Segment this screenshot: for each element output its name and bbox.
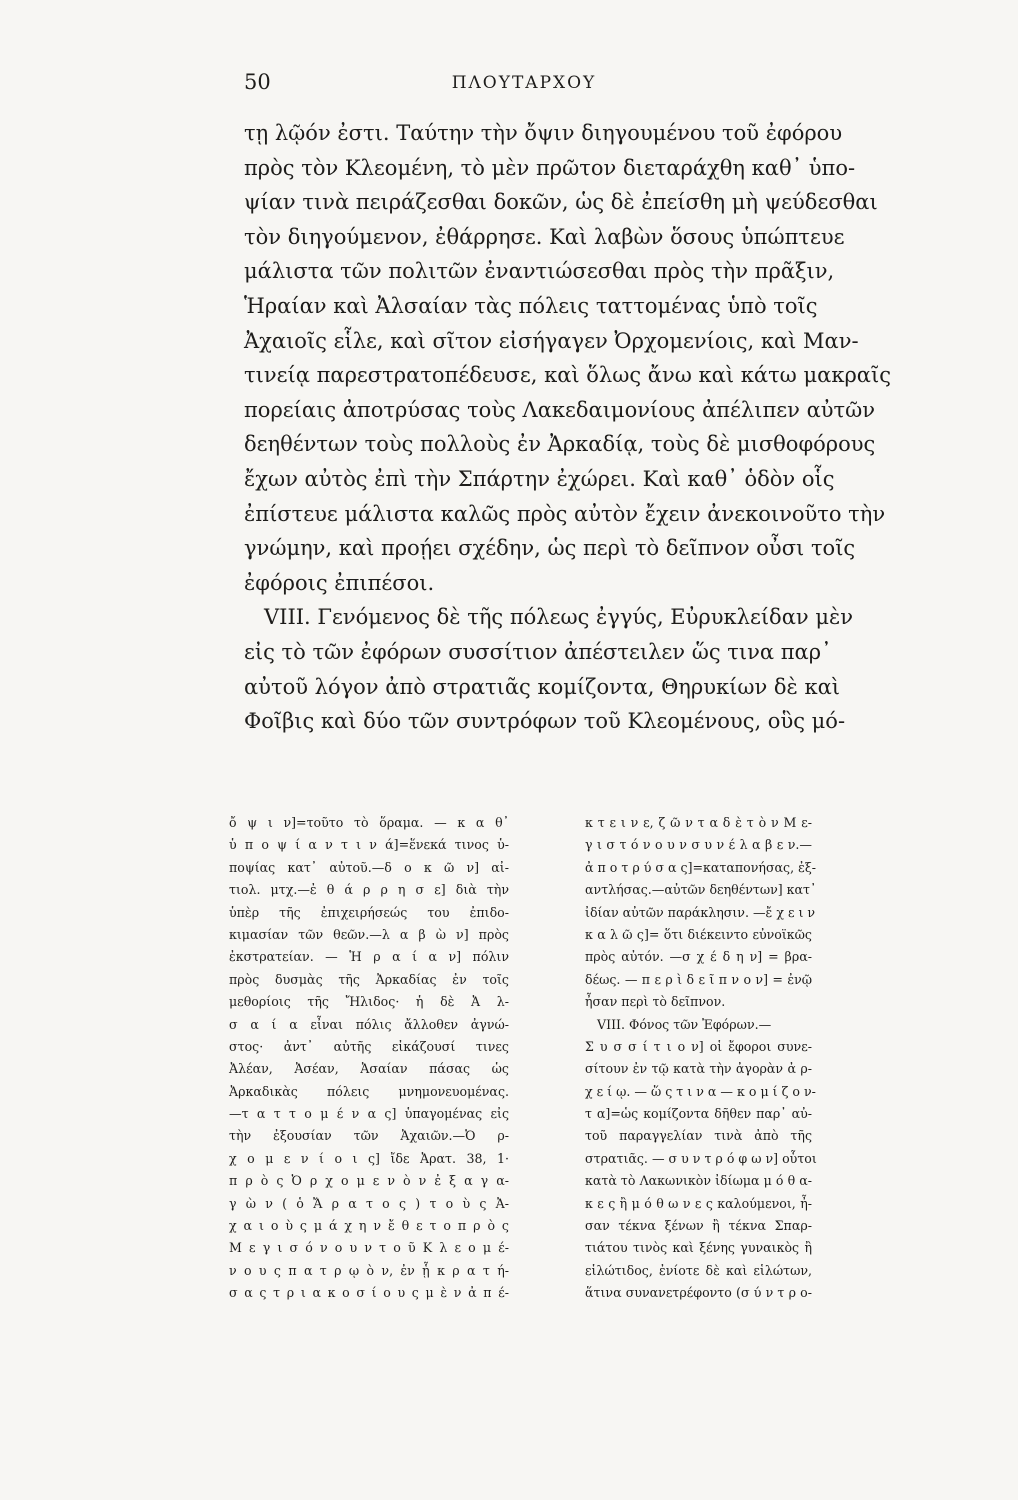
- note-line: τοῦ παραγγελίαν τινὰ ἀπὸ τῆς: [585, 1128, 812, 1144]
- main-text-line: εἰς τὸ τῶν ἐφόρων συσσίτιον ἀπέστειλεν ὥς τινα παρ᾽: [244, 639, 832, 664]
- page-number: 50: [244, 70, 271, 94]
- main-text-line: τινείᾳ παρεστρατοπέδευσε, καὶ ὅλως ἄνω καὶ κάτω μακραῖς: [244, 363, 891, 388]
- main-text-line: αὐτοῦ λόγον ἀπὸ στρατιᾶς κομίζοντα, Θηρυκίων δὲ καὶ: [244, 674, 841, 699]
- note-line: ἦσαν περὶ τὸ δεῖπνον.: [585, 994, 726, 1010]
- note-line: ὑ π ο ψ ί α ν τ ι ν ά]=ἕνεκά τινος ὑ-: [229, 837, 509, 853]
- note-line: Μ ε γ ι σ ό ν ο υ ν τ ο ῦ Κ λ ε ο μ έ-: [229, 1240, 509, 1256]
- note-line: ἅτινα συνανετρέφοντο (σ ύ ν τ ρ ο-: [585, 1285, 812, 1301]
- main-text-line: Ἀχαιοῖς εἷλε, καὶ σῖτον εἰσήγαγεν Ὀρχομενίοις, καὶ Μαν-: [244, 328, 859, 353]
- main-text-line: ἔχων αὐτὸς ἐπὶ τὴν Σπάρτην ἐχώρει. Καὶ καθ᾽ ὁδὸν οἷς: [244, 466, 835, 491]
- main-text-line: ἐφόροις ἐπιπέσοι.: [244, 570, 435, 595]
- note-line: Ἀρκαδικὰς πόλεις μνημονευομένας.: [229, 1083, 509, 1099]
- note-line: ὄ ψ ι ν]=τοῦτο τὸ ὅραμα. — κ α θ᾽: [229, 815, 509, 830]
- chapter-heading-line: VIII. Γενόμενος δὲ τῆς πόλεως ἐγγύς, Εὐρυκλείδαν μὲν: [264, 605, 854, 630]
- commentary-notes: [229, 812, 817, 1442]
- page-header: [244, 70, 804, 100]
- main-text-line: μάλιστα τῶν πολιτῶν ἐναντιώσεσθαι πρὸς τὴν πρᾶξιν,: [244, 259, 835, 284]
- note-line: κ ε ς ἢ μ ό θ ω ν ε ς καλούμενοι, ἦ-: [585, 1195, 812, 1211]
- note-line: στρατιᾶς. — σ υ ν τ ρ ό φ ω ν] οὗτοι: [585, 1150, 817, 1166]
- main-text: [244, 116, 891, 739]
- main-text-line: Ἡραίαν καὶ Ἀλσαίαν τὰς πόλεις ταττομένας ὑπὸ τοῖς: [244, 293, 818, 318]
- note-line: σ α ί α εἶναι πόλις ἄλλοθεν ἀγνώ-: [229, 1016, 509, 1032]
- note-line: Ἀλέαν, Ἀσέαν, Ἀσαίαν πάσας ὡς: [229, 1061, 509, 1077]
- note-line: τὴν ἐξουσίαν τῶν Ἀχαιῶν.—Ὀ ρ-: [229, 1128, 509, 1144]
- note-line: ν ο υ ς π α τ ρ ῳ ὸ ν, ἐν ᾗ κ ρ α τ ή-: [229, 1262, 509, 1278]
- note-line: γ ι σ τ ό ν ο υ ν σ υ ν έ λ α β ε ν.—: [585, 837, 812, 853]
- main-text-line: ἐπίστευε μάλιστα καλῶς πρὸς αὐτὸν ἔχειν ἀνεκοινοῦτο τὴν: [244, 501, 886, 526]
- note-line: χ ο μ ε ν ί ο ι ς] ἴδε Ἀρατ. 38, 1·: [229, 1150, 509, 1166]
- note-line: κ τ ε ι ν ε, ζ ῶ ν τ α δ ὲ τ ὸ ν Μ ε-: [585, 815, 812, 830]
- main-text-line: Φοῖβις καὶ δύο τῶν συντρόφων τοῦ Κλεομένους, οὓς μό-: [244, 709, 846, 734]
- main-text-line: ψίαν τινὰ πειράζεσθαι δοκῶν, ὡς δὲ ἐπείσθη μὴ ψεύδεσθαι: [244, 190, 878, 215]
- note-section-heading: VIII. Φόνος τῶν Ἐφόρων.—: [597, 1016, 772, 1032]
- note-line: αντλήσας.—αὐτῶν δεηθέντων] κατ᾽: [585, 882, 817, 898]
- main-text-line: δεηθέντων τοὺς πολλοὺς ἐν Ἀρκαδίᾳ, τοὺς δὲ μισθοφόρους: [244, 432, 876, 457]
- note-line: ὑπὲρ τῆς ἐπιχειρήσεώς του ἐπιδο-: [229, 904, 509, 920]
- note-line: χ α ι ο ὺ ς μ ά χ η ν ἔ θ ε τ ο π ρ ὸ ς: [229, 1218, 509, 1234]
- note-line: κατὰ τὸ Λακωνικὸν ἰδίωμα μ ό θ α-: [585, 1173, 812, 1189]
- note-line: σαν τέκνα ξένων ἢ τέκνα Σπαρ-: [585, 1218, 812, 1234]
- note-line: π ρ ὸ ς Ὀ ρ χ ο μ ε ν ὸ ν ἐ ξ α γ α-: [229, 1173, 509, 1189]
- note-line: πρὸς δυσμὰς τῆς Ἀρκαδίας ἐν τοῖς: [229, 971, 509, 987]
- main-text-line: τῃ λῷόν ἐστι. Ταύτην τὴν ὄψιν διηγουμένου τοῦ ἐφόρου: [244, 121, 843, 145]
- note-line: ἐκστρατείαν. — Ἡ ρ α ί α ν] πόλιν: [229, 949, 509, 965]
- note-line: κιμασίαν τῶν θεῶν.—λ α β ὼ ν] πρὸς: [229, 926, 509, 942]
- notes-left-column: [229, 812, 509, 1305]
- note-line: σίτουν ἐν τῷ κατὰ τὴν ἀγορὰν ἀ ρ-: [585, 1061, 812, 1077]
- main-text-line: τὸν διηγούμενον, ἐθάρρησε. Καὶ λαβὼν ὅσους ὑπώπτευε: [244, 224, 845, 249]
- note-line: στος· ἀντ᾽ αὐτῆς εἰκάζουσί τινες: [229, 1038, 509, 1054]
- note-line: δέως. — π ε ρ ὶ δ ε ῖ π ν ο ν] = ἐνῷ: [585, 971, 812, 987]
- note-line: γ ὼ ν ( ὁ Ἄ ρ α τ ο ς ) τ ο ὺ ς Ἀ-: [229, 1195, 509, 1211]
- note-line: ἰδίαν αὐτῶν παράκλησιν. —ἔ χ ε ι ν: [585, 904, 816, 920]
- main-text-line: πορείαις ἀποτρύσας τοὺς Λακεδαιμονίους ἀπέλιπεν αὐτῶν: [244, 397, 876, 422]
- notes-right-column: [585, 812, 817, 1305]
- note-line: κ α λ ῶ ς]= ὅτι διέκειντο εὐνοϊκῶς: [585, 926, 812, 942]
- note-line: ἀ π ο τ ρ ύ σ α ς]=καταπονήσας, ἐξ-: [585, 859, 817, 875]
- note-line: σ α ς τ ρ ι α κ ο σ ί ο υ ς μ ὲ ν ἀ π έ-: [229, 1285, 509, 1301]
- note-line: τιάτου τινὸς καὶ ξένης γυναικὸς ἢ: [585, 1240, 812, 1256]
- note-line: ποψίας κατ᾽ αὐτοῦ.—δ ο κ ῶ ν] αἰ-: [229, 859, 509, 875]
- note-line: τιολ. μτχ.—ἐ θ ά ρ ρ η σ ε] διὰ τὴν: [229, 882, 509, 898]
- main-text-line: πρὸς τὸν Κλεομένη, τὸ μὲν πρῶτον διεταράχθη καθ᾽ ὑπο-: [244, 155, 856, 180]
- running-head: ΠΛΟΥΤΑΡΧΟΥ: [451, 73, 597, 93]
- note-line: εἱλώτιδος, ἐνίοτε δὲ καὶ εἱλώτων,: [585, 1262, 812, 1278]
- note-line: πρὸς αὐτόν. —σ χ έ δ η ν] = βρα-: [585, 949, 812, 965]
- note-line: χ ε ί ῳ. — ὥ ς τ ι ν α — κ ο μ ί ζ ο ν-: [585, 1083, 816, 1099]
- note-line: μεθορίοις τῆς Ἤλιδος· ἡ δὲ Ἀ λ-: [229, 994, 509, 1010]
- note-line: Σ υ σ σ ί τ ι ο ν] οἱ ἔφοροι συνε-: [585, 1038, 812, 1054]
- note-line: τ α]=ὡς κομίζοντα δῆθεν παρ᾽ αὐ-: [585, 1106, 812, 1122]
- note-line: —τ α τ τ ο μ έ ν α ς] ὑπαγομένας εἰς: [229, 1106, 509, 1122]
- main-text-line: γνώμην, καὶ προῄει σχέδην, ὡς περὶ τὸ δεῖπνον οὖσι τοῖς: [244, 536, 856, 561]
